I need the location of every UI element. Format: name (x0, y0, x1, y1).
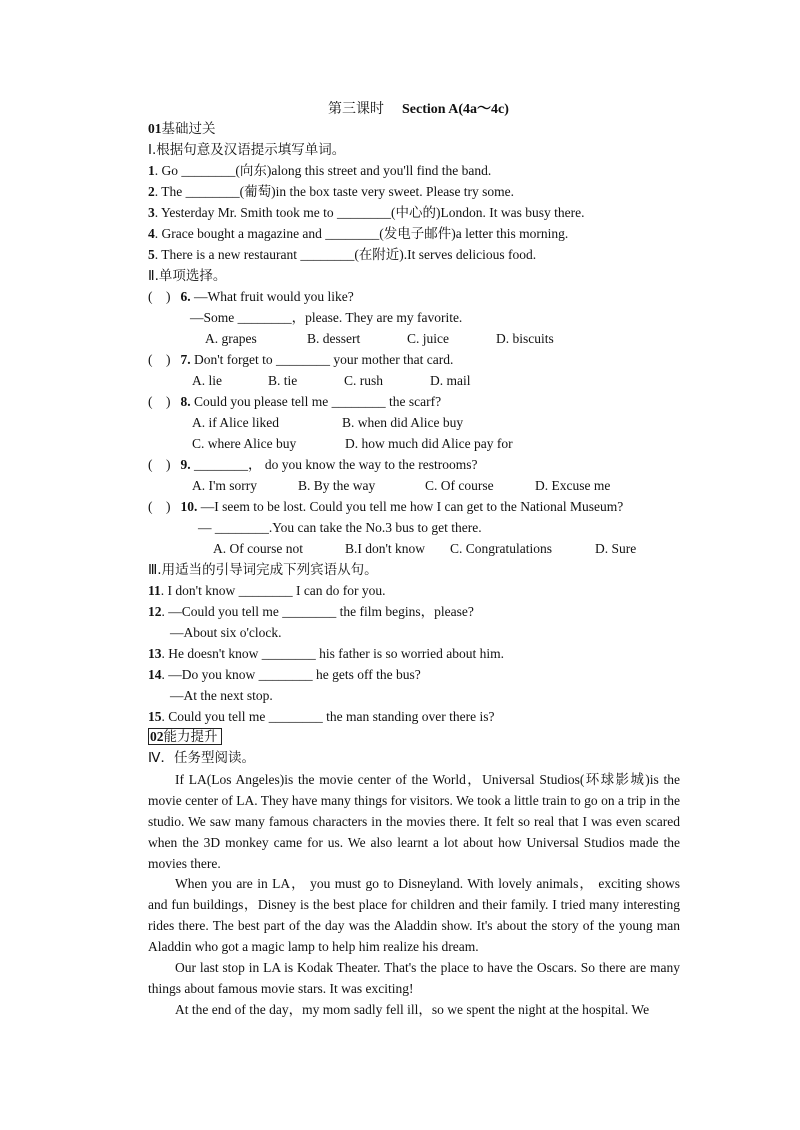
reading-paragraph-4: At the end of the day，my mom sadly fell ill，so we spent the night at the hospital. We (175, 1002, 650, 1017)
part2-heading: Ⅱ.单项选择。 (148, 268, 227, 284)
part4-heading: Ⅳ．任务型阅读。 (148, 750, 255, 766)
fill-item-3: 3. Yesterday Mr. Smith took me to ________(中心的)London. It was busy there. (148, 205, 585, 220)
mc-option: B. dessert (307, 331, 361, 346)
mc-option: C. juice (407, 331, 449, 346)
mc-option: B.I don't know (345, 541, 426, 556)
mc-question-6-line2: —Some ________，please. They are my favorite. (190, 310, 463, 325)
clause-item-12-reply: —About six o'clock. (170, 625, 282, 640)
mc-option: D. biscuits (496, 331, 554, 346)
mc-option: A. if Alice liked (192, 415, 279, 430)
fill-item-1: 1. Go ________(向东)along this street and you'll find the band. (148, 163, 492, 178)
mc-question-9: ( ) 9. ________， do you know the way to the restrooms? (148, 457, 478, 472)
section-label: Section A(4a～4c) (402, 102, 509, 117)
mc-option: A. I'm sorry (192, 478, 258, 493)
mc-question-7: ( ) 7. Don't forget to ________ your mother that card. (148, 352, 454, 367)
fill-item-5: 5. There is a new restaurant ________(在附近).It serves delicious food. (148, 247, 537, 262)
mc-option: A. grapes (205, 331, 257, 346)
mc-option: D. how much did Alice pay for (345, 436, 513, 451)
clause-item-12: 12. —Could you tell me ________ the film begins，please? (148, 604, 474, 619)
clause-item-13: 13. He doesn't know ________ his father is so worried about him. (148, 646, 505, 661)
part1-label: 01基础过关 (148, 121, 216, 137)
fill-item-2: 2. The ________(葡萄)in the box taste very sweet. Please try some. (148, 184, 515, 199)
mc-option: B. when did Alice buy (342, 415, 464, 430)
mc-option: C. Congratulations (450, 541, 552, 556)
part3-heading: Ⅲ.用适当的引导词完成下列宾语从句。 (148, 562, 378, 578)
mc-option: C. where Alice buy (192, 436, 297, 451)
clause-item-14: 14. —Do you know ________ he gets off the bus? (148, 667, 421, 682)
mc-option: C. Of course (425, 478, 494, 493)
reading-paragraph-2: When you are in LA， you must go to Disneyland. With lovely animals， exciting shows and fun buildings，Disney is the best place for children and their family. I tried many interesting rides there. The best part of the day was the Aladdin show. It's about the story of the young man Aladdin who got a magic lamp to help him realize his dream. (148, 876, 680, 954)
mc-question-8: ( ) 8. Could you please tell me ________ the scarf? (148, 394, 442, 409)
lesson-label: 第三课时 (328, 101, 384, 117)
page-title (328, 100, 509, 119)
clause-item-11: 11. I don't know ________ I can do for you. (148, 583, 386, 598)
mc-question-10-line2: — ________.You can take the No.3 bus to get there. (198, 520, 482, 535)
mc-question-6: ( ) 6. —What fruit would you like? (148, 289, 354, 304)
mc-option: D. mail (430, 373, 471, 388)
mc-option: A. lie (192, 373, 222, 388)
mc-option: C. rush (344, 373, 384, 388)
reading-paragraph-3: Our last stop in LA is Kodak Theater. That's the place to have the Oscars. So there are many things about famous movie stars. It was exciting! (148, 960, 680, 996)
clause-item-14-reply: —At the next stop. (170, 688, 273, 703)
mc-question-10: ( ) 10. —I seem to be lost. Could you tell me how I can get to the National Museum? (148, 499, 624, 514)
mc-option: D. Excuse me (535, 478, 611, 493)
mc-option: B. By the way (298, 478, 376, 493)
reading-paragraph-1: If LA(Los Angeles)is the movie center of the World，Universal Studios(环球影城)is the movie center of LA. They have many things for visitors. We took a little train to go on a trip in the studio. We saw many famous characters in the movies there. It felt so real that I was even scared when the 3D monkey came for us. We also learnt a lot about how Universal Studios made the movies there. (148, 772, 680, 871)
clause-item-15: 15. Could you tell me ________ the man standing over there is? (148, 709, 495, 724)
part4-label: 02能力提升 (148, 728, 222, 746)
fill-item-4: 4. Grace bought a magazine and ________(发电子邮件)a letter this morning. (148, 226, 569, 241)
part1-heading: Ⅰ.根据句意及汉语提示填写单词。 (148, 142, 346, 158)
mc-option: D. Sure (595, 541, 637, 556)
mc-option: B. tie (268, 373, 298, 388)
mc-option: A. Of course not (213, 541, 303, 556)
